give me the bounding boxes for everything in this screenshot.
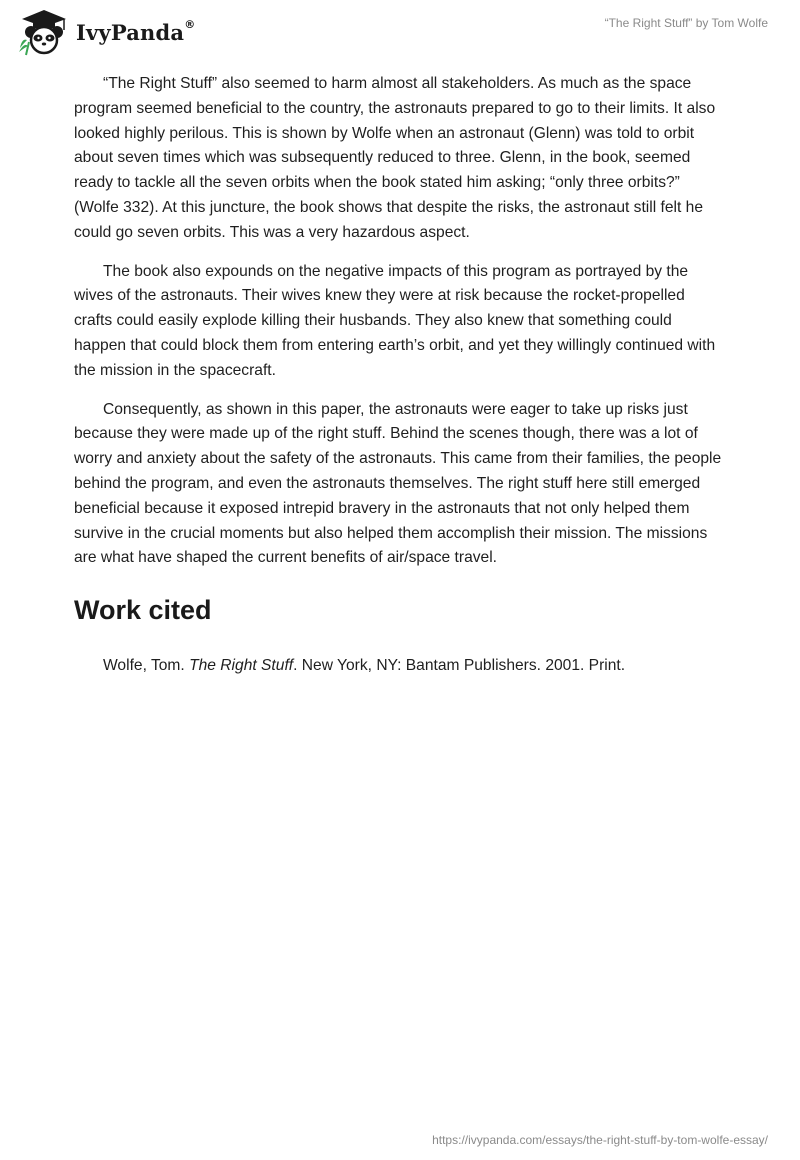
logo-wordmark: IvyPanda® [76, 17, 196, 45]
citation-entry [74, 654, 724, 678]
panda-graduate-icon [16, 8, 72, 56]
page-header [0, 0, 800, 60]
essay-body [74, 72, 724, 678]
running-title: “The Right Stuff” by Tom Wolfe [604, 16, 768, 30]
citation-title: The Right Stuff [189, 657, 294, 675]
source-url-link[interactable]: https://ivypanda.com/essays/the-right-stuff-by-tom-wolfe-essay/ [432, 1133, 768, 1147]
site-logo[interactable] [16, 8, 195, 56]
registered-mark: ® [184, 17, 196, 31]
body-paragraph-1: “The Right Stuff” also seemed to harm almost all stakeholders. As much as the space program seemed beneficial to the country, the astronauts prepared to go to their limits. It also looked highly perilous. This is shown by Wolfe when an astronaut (Glenn) was told to orbit about seven times which was subsequently reduced to three. Glenn, in the book, seemed ready to tackle all the seven orbits when the book stated him asking; “only three orbits?” (Wolfe 332). At this juncture, the book shows that despite the risks, the astronaut still felt he could go seven orbits. This was a very hazardous aspect. [74, 75, 716, 241]
body-paragraph-2: The book also expounds on the negative impacts of this program as portrayed by the wives of the astronauts. Their wives knew they were at risk because the rocket-propelled crafts could easily explode killing their husbands. They also knew that something could happen that could block them from entering earth’s orbit, and yet they willingly continued with the mission in the spacecraft. [74, 262, 716, 379]
citation-author: Wolfe, Tom. [103, 657, 190, 675]
works-cited-heading: Work cited [74, 595, 212, 626]
body-paragraph-3: Consequently, as shown in this paper, the astronauts were eager to take up risks just because they were made up of the right stuff. Behind the scenes though, there was a lot of worry and anxiety about the safety of the astronauts. This came from their families, the people behind the program, and even the astronauts themselves. The right stuff here still emerged beneficial because it exposed intrepid bravery in the astronauts that not only helped them survive in the crucial moments but also helped them accomplish their mission. The missions are what have shaped the current benefits of air/space travel. [74, 400, 722, 567]
citation-publication: . New York, NY: Bantam Publishers. 2001. Print. [293, 657, 626, 675]
